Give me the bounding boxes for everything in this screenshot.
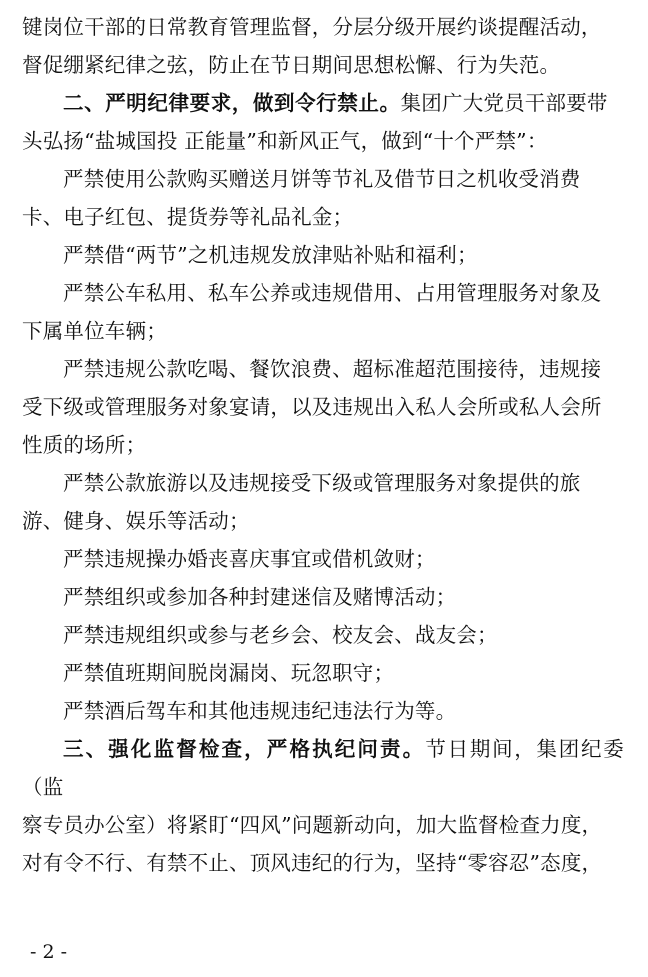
line-text: 督促绷紧纪律之弦，防止在节日期间思想松懈、行为失范。 xyxy=(22,53,561,77)
document-section-heading-2 xyxy=(22,84,624,122)
document-section-heading-3 xyxy=(22,730,624,806)
document-line xyxy=(22,160,624,198)
line-text: 严禁违规操办婚丧喜庆事宜或借机敛财； xyxy=(63,547,436,571)
line-text: 察专员办公室）将紧盯“四风”问题新动向，加大监督检查力度， xyxy=(22,813,603,837)
line-text: 严禁值班期间脱岗漏岗、玩忽职守； xyxy=(63,661,395,685)
line-text: 卡、电子红包、提货券等礼品礼金； xyxy=(22,205,354,229)
line-text: 严禁组织或参加各种封建迷信及赌博活动； xyxy=(63,585,457,609)
line-text: 严禁违规组织或参与老乡会、校友会、战友会； xyxy=(63,623,498,647)
line-text: 性质的场所； xyxy=(22,433,147,457)
document-line xyxy=(22,540,624,578)
document-line xyxy=(22,350,624,388)
document-line xyxy=(22,8,624,46)
document-line xyxy=(22,502,624,540)
document-line xyxy=(22,122,624,160)
document-line xyxy=(22,312,624,350)
document-line xyxy=(22,692,624,730)
document-line xyxy=(22,806,624,844)
document-line xyxy=(22,464,624,502)
line-text: 头弘扬“盐城国投 正能量”和新风正气，做到“十个严禁”： xyxy=(22,129,548,153)
line-text: 下属单位车辆； xyxy=(22,319,167,343)
line-text: 严禁公款旅游以及违规接受下级或管理服务对象提供的旅 xyxy=(63,471,581,495)
document-line xyxy=(22,236,624,274)
document-line xyxy=(22,578,624,616)
line-text: 节日期间，集团纪委（监 xyxy=(22,737,624,799)
line-text: 集团广大党员干部要带 xyxy=(400,91,608,115)
line-text: 严禁借“两节”之机违规发放津贴补贴和福利； xyxy=(63,243,478,267)
document-line xyxy=(22,654,624,692)
line-text: 对有令不行、有禁不止、顶风违纪的行为，坚持“零容忍”态度， xyxy=(22,851,603,875)
document-line xyxy=(22,198,624,236)
line-text: 严禁酒后驾车和其他违规违纪违法行为等。 xyxy=(63,699,457,723)
line-text: 游、健身、娱乐等活动； xyxy=(22,509,250,533)
document-line xyxy=(22,616,624,654)
document-line xyxy=(22,274,624,312)
document-line xyxy=(22,46,624,84)
line-text: 键岗位干部的日常教育管理监督，分层分级开展约谈提醒活动， xyxy=(22,15,602,39)
line-text: 受下级或管理服务对象宴请，以及违规出入私人会所或私人会所 xyxy=(22,395,602,419)
line-text: 严禁违规公款吃喝、餐饮浪费、超标准超范围接待，违规接 xyxy=(63,357,602,381)
page-number: - 2 - xyxy=(30,941,68,963)
line-text: 严禁公车私用、私车公养或违规借用、占用管理服务对象及 xyxy=(63,281,602,305)
document-line xyxy=(22,844,624,882)
section-heading-text: 二、严明纪律要求，做到令行禁止。 xyxy=(63,91,401,115)
document-line xyxy=(22,426,624,464)
section-heading-text: 三、强化监督检查，严格执纪问责。 xyxy=(63,737,426,761)
line-text: 严禁使用公款购买赠送月饼等节礼及借节日之机收受消费 xyxy=(63,167,581,191)
document-line xyxy=(22,388,624,426)
